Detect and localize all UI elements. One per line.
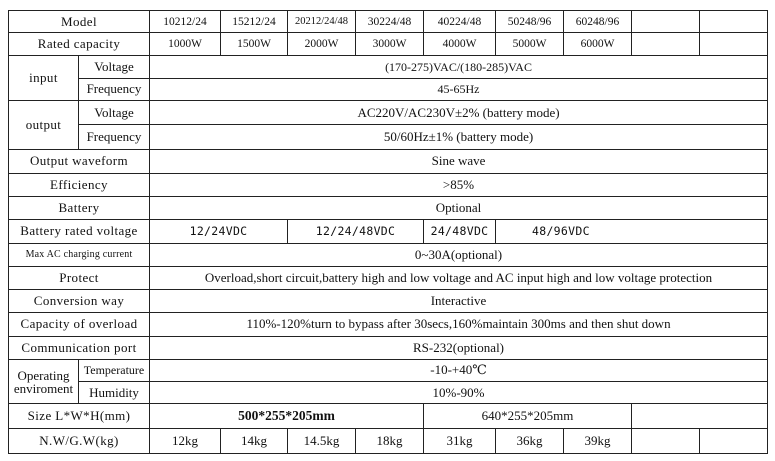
humidity-label: Humidity [79,382,150,404]
weight-cell: 14kg [221,428,288,453]
rated-capacity-cell: 3000W [356,33,424,55]
row-capacity-of-overload [9,313,768,336]
battery-voltage-cell: 12/24VDC [150,220,288,243]
row-operating-humidity [9,382,768,404]
input-frequency-label: Frequency [79,78,150,100]
temperature-label: Temperature [79,359,150,381]
weight-cell [700,428,768,453]
rated-capacity-label: Rated capacity [9,33,150,55]
protect-value: Overload,short circuit,battery high and low voltage and AC input high and low voltage protection [150,266,768,289]
row-model [9,11,768,33]
output-label: output [9,101,79,150]
rated-capacity-cell: 4000W [424,33,496,55]
row-protect [9,266,768,289]
output-frequency-value: 50/60Hz±1% (battery mode) [150,125,768,149]
weight-cell: 18kg [356,428,424,453]
weight-cell [632,428,700,453]
model-cell [700,11,768,33]
rated-capacity-cell [632,33,700,55]
row-max-ac-charging-current [9,243,768,266]
weight-cell: 12kg [150,428,221,453]
weight-cell: 39kg [564,428,632,453]
size-cell: 500*255*205mm [150,404,424,428]
max-ac-charging-current-label: Max AC charging current [9,243,150,266]
conversion-way-value: Interactive [150,290,768,313]
battery-rated-voltage-label: Battery rated voltage [9,220,150,243]
model-cell: 10212/24 [150,11,221,33]
rated-capacity-cell: 5000W [496,33,564,55]
humidity-value: 10%-90% [150,382,768,404]
row-size [9,404,768,428]
row-battery-rated-voltage [9,220,768,243]
conversion-way-label: Conversion way [9,290,150,313]
max-ac-charging-current-value: 0~30A(optional) [150,243,768,266]
model-cell: 50248/96 [496,11,564,33]
battery-value: Optional [150,197,768,220]
row-input-frequency [9,78,768,100]
rated-capacity-cell: 2000W [288,33,356,55]
rated-capacity-cell: 1500W [221,33,288,55]
input-frequency-value: 45-65Hz [150,78,768,100]
capacity-of-overload-label: Capacity of overload [9,313,150,336]
model-cell: 40224/48 [424,11,496,33]
model-cell: 20212/24/48 [288,11,356,33]
size-cell [632,404,768,428]
battery-label: Battery [9,197,150,220]
model-cell [632,11,700,33]
row-input-voltage [9,55,768,78]
efficiency-label: Efficiency [9,173,150,196]
model-cell: 30224/48 [356,11,424,33]
capacity-of-overload-value: 110%-120%turn to bypass after 30secs,160%maintain 300ms and then shut down [150,313,768,336]
output-frequency-label: Frequency [79,125,150,149]
input-label: input [9,55,79,101]
size-cell: 640*255*205mm [424,404,632,428]
model-label: Model [9,11,150,33]
rated-capacity-cell [700,33,768,55]
battery-voltage-cell: 24/48VDC [424,220,496,243]
size-label: Size L*W*H(mm) [9,404,150,428]
weight-label: N.W/G.W(kg) [9,428,150,453]
row-output-voltage [9,101,768,125]
row-operating-temperature [9,359,768,381]
output-waveform-value: Sine wave [150,149,768,173]
efficiency-value: >85% [150,173,768,196]
row-output-waveform [9,149,768,173]
temperature-value: -10-+40℃ [150,359,768,381]
row-battery [9,197,768,220]
output-voltage-label: Voltage [79,101,150,125]
weight-cell: 31kg [424,428,496,453]
output-voltage-value: AC220V/AC230V±2% (battery mode) [150,101,768,125]
row-output-frequency [9,125,768,149]
input-voltage-value: (170-275)VAC/(180-285)VAC [150,55,768,78]
input-voltage-label: Voltage [79,55,150,78]
rated-capacity-cell: 6000W [564,33,632,55]
row-weight [9,428,768,453]
battery-voltage-cell: 48/96VDC [496,220,768,243]
output-waveform-label: Output waveform [9,149,150,173]
communication-port-value: RS-232(optional) [150,336,768,359]
weight-cell: 14.5kg [288,428,356,453]
row-efficiency [9,173,768,196]
model-cell: 15212/24 [221,11,288,33]
communication-port-label: Communication port [9,336,150,359]
spec-table [8,10,768,454]
row-conversion-way [9,290,768,313]
rated-capacity-cell: 1000W [150,33,221,55]
protect-label: Protect [9,266,150,289]
weight-cell: 36kg [496,428,564,453]
operating-environment-label: Operating enviroment [9,359,79,404]
battery-voltage-cell: 12/24/48VDC [288,220,424,243]
row-rated-capacity [9,33,768,55]
model-cell: 60248/96 [564,11,632,33]
row-communication-port [9,336,768,359]
